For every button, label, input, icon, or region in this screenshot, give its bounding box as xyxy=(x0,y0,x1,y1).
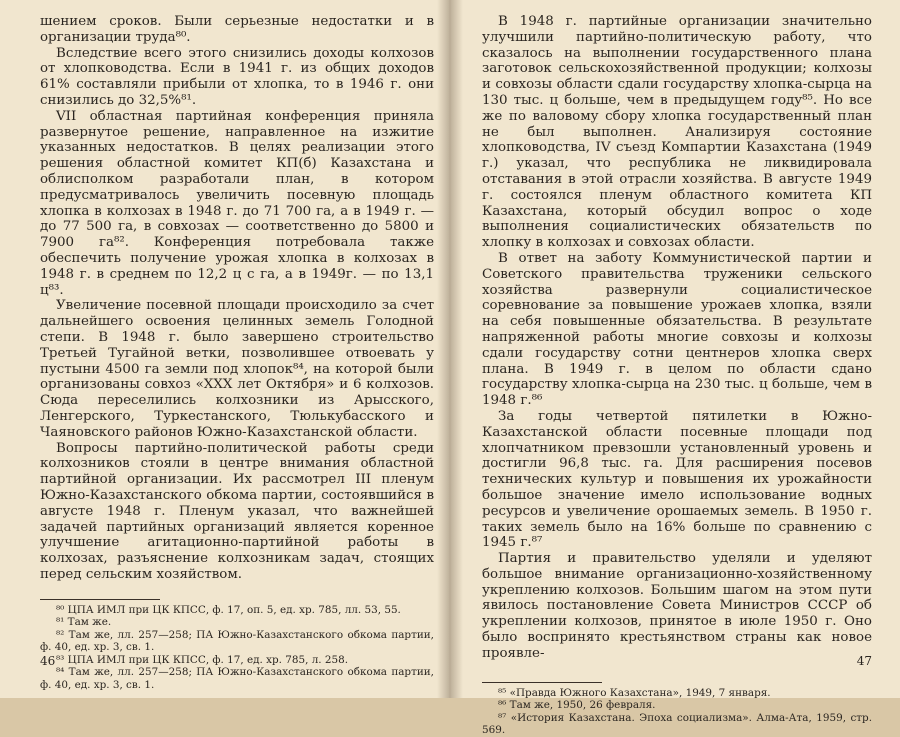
footnote: ⁸⁵ «Правда Южного Казахстана», 1949, 7 января. xyxy=(498,686,771,699)
paragraph: Вследствие всего этого снизились доходы колхозов от хлопководства. Если в 1941 г. из общих доходов 61% составляли прибыли от хлопка, то в 1946 г. они снизились до 32,5%⁸¹. xyxy=(40,45,434,108)
paragraph: Партия и правительство уделяли и уделяют большое внимание организационно-хозяйственному укреплению колхозов. Большим шагом на этом пути явилось постановление Совета Министров СССР об укреплении колхозов, принятое в июле 1950 г. Оно было воспринято крестьянством страны как новое проявле- xyxy=(482,551,872,661)
page-number: 46 xyxy=(40,654,56,668)
footnote: ⁸¹ Там же. xyxy=(56,616,112,629)
right-page-body xyxy=(482,14,872,662)
footnote: ⁸⁴ Там же, лл. 257—258; ПА Южно-Казахстанского обкома партии, ф. 40, ед. хр. 3, св. 1. xyxy=(40,666,434,691)
footnote: ⁸⁰ ЦПА ИМЛ при ЦК КПСС, ф. 17, оп. 5, ед. хр. 785, лл. 53, 55. xyxy=(56,603,401,616)
paragraph: В ответ на заботу Коммунистической партии и Советского правительства труженики сельского хозяйства развернули социалистическое соревнование за повышение урожаев хлопка, взяли на себя повышенные обязательства. В результате напряженной работы многие совхозы и колхозы сдали государству сотни центнеров хлопка сверх плана. В 1949 г. в целом по области сдано государству хлопка-сырца на 230 тыс. ц больше, чем в 1948 г.⁸⁶ xyxy=(482,250,872,409)
page-number: 47 xyxy=(856,654,872,668)
paragraph: Увеличение посевной площади происходило за счет дальнейшего освоения целинных земель Голодной степи. В 1948 г. было завершено строительство Третьей Тугайной ветки, позволившее отвоевать у пустыни 4500 га земли под хлопок⁸⁴, на которой были организованы совхоз «XXX лет Октября» и 6 колхозов. Сюда переселились колхозники из Арысского, Ленгерского, Туркестанского, Тюлькубасского и Чаяновского районов Южно-Казахстанской области. xyxy=(40,298,434,440)
paragraph: шением сроков. Были серьезные недостатки и в организации труда⁸⁰. xyxy=(40,14,434,45)
footnote: ⁸⁷ «История Казахстана. Эпоха социализма». Алма-Ата, 1959, стр. 569. xyxy=(482,711,872,737)
footnote: ⁸⁶ Там же, 1950, 26 февраля. xyxy=(498,699,656,712)
left-footnotes-list xyxy=(40,604,434,692)
footnote: ⁸³ ЦПА ИМЛ при ЦК КПСС, ф. 17, ед. хр. 785, л. 258. xyxy=(56,653,349,666)
right-page xyxy=(450,0,900,737)
book-gutter xyxy=(437,0,463,698)
left-page xyxy=(0,0,450,698)
right-footnotes-list xyxy=(482,687,872,737)
left-page-body xyxy=(40,14,434,583)
footnote: ⁸² Там же, лл. 257—258; ПА Южно-Казахстанского обкома партии, ф. 40, ед. хр. 3, св. 1. xyxy=(40,628,434,654)
paragraph: В 1948 г. партийные организации значительно улучшили партийно-политическую работу, что сказалось на выполнении государственного плана заготовок сельскохозяйственной продукции; колхозы и совхозы области сдали государству хлопка-сырца на 130 тыс. ц больше, чем в предыдущем году⁸⁵. Но все же по валовому сбору хлопка государственный план не был выполнен. Анализируя состояние хлопководства, IV съезд Компартии Казахстана (1949 г.) указал, что республика не ликвидировала отставания в этой отрасли хозяйства. В августе 1949 г. состоялся пленум областного комитета КП Казахстана, который обсудил вопрос о ходе выполнения социалистических обязательств по хлопку в колхозах и совхозах области. xyxy=(482,14,872,251)
paragraph: Вопросы партийно-политической работы среди колхозников стояли в центре внимания областной партийной организации. Их рассмотрел III пленум Южно-Казахстанского обкома партии, состоявшийся в августе 1948 г. Пленум указал, что важнейшей задачей партийных организаций является коренное улучшение агитационно-партийной работы в колхозах, разъяснение колхозникам задач, стоящих перед сельским хозяйством. xyxy=(40,440,434,582)
paragraph: За годы четвертой пятилетки в Южно-Казахстанской области посевные площади под хлопчатником превзошли установленный уровень и достигли 96,8 тыс. га. Для расширения посевов технических культур и повышения их урожайности большое значение имело использование водных ресурсов и увеличение орошаемых земель. В 1950 г. таких земель было на 16% больше по сравнению с 1945 г.⁸⁷ xyxy=(482,408,872,551)
paragraph: VII областная партийная конференция приняла развернутое решение, направленное на изжитие указанных недостатков. В целях реализации этого решения областной комитет КП(б) Казахстана и облисполком разработали план, в котором предусматривалось увеличить посевную площадь хлопка в колхозах в 1948 г. до 71 700 га, а в 1949 г. — до 77 500 га, в совхозах — соответственно до 5800 и 7900 га⁸². Конференция потребовала также обеспечить получение урожая хлопка в колхозах в 1948 г. в среднем по 12,2 ц с га, а в 1949г. — по 13,1 ц⁸³. xyxy=(40,108,434,298)
